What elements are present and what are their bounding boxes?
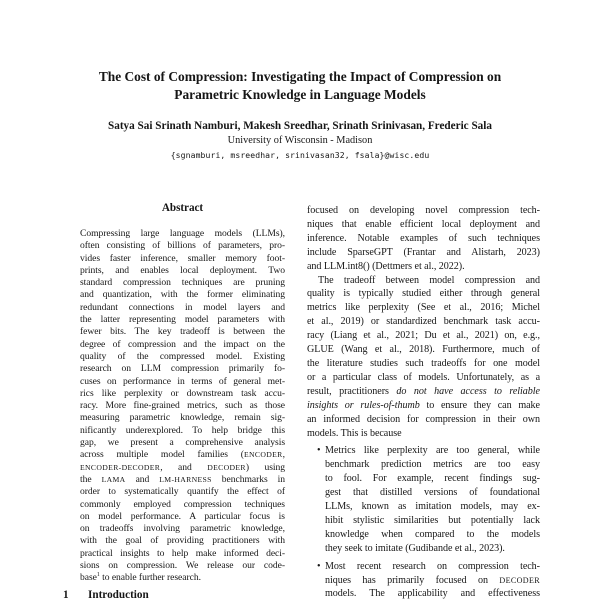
text-run: an informed decision for compression in their own	[307, 413, 540, 425]
text-line	[80, 499, 285, 511]
text-run: commonly employed compression techniques	[80, 498, 285, 510]
text-line	[325, 472, 540, 486]
text-run: base	[80, 572, 97, 584]
text-line	[80, 400, 285, 412]
bullet-item	[307, 560, 540, 600]
text-line	[307, 399, 540, 413]
text-run: and LLM.int8() (Dettmers et al., 2022).	[307, 260, 465, 272]
text-line	[80, 511, 285, 523]
text-line	[80, 326, 285, 338]
text-run: vides faster inference, smaller memory foot-	[80, 252, 285, 264]
smallcaps-term: LM-HARNESS	[159, 474, 212, 484]
paper-authors: Satya Sai Srinath Namburi, Makesh Sreedhar, Srinath Srinivasan, Frederic Sala	[108, 120, 492, 132]
text-run: with the goal of providing practitioners with	[80, 535, 285, 547]
text-line	[80, 425, 285, 437]
text-line	[307, 204, 540, 218]
text-line	[80, 253, 285, 265]
footnote-marker: 1	[96, 572, 100, 579]
text-run: models. The applicability and effectiveness	[325, 588, 540, 600]
paper-header	[0, 68, 600, 161]
text-line	[80, 363, 285, 375]
text-line	[80, 302, 285, 314]
text-line	[80, 277, 285, 289]
text-line	[80, 240, 285, 252]
text-run: and quantization, with the former eliminating	[80, 289, 285, 301]
bullet-icon: •	[317, 445, 321, 457]
paper-title-line-2: Parametric Knowledge in Language Models	[174, 87, 426, 102]
text-line	[80, 339, 285, 351]
text-line	[307, 287, 540, 301]
text-run: fewer bits. The key tradeoff is between the	[80, 326, 285, 338]
smallcaps-term: ENCODER	[243, 450, 283, 460]
text-line	[325, 560, 540, 574]
text-line	[307, 343, 540, 357]
text-run: they seek to imitate (Gudibande et al., 2023).	[325, 542, 505, 554]
text-run: knowledge when compared to the models	[325, 528, 540, 540]
text-line	[307, 371, 540, 385]
paragraph	[307, 204, 540, 274]
text-line	[80, 523, 285, 535]
text-run: benchmarks in	[211, 473, 285, 485]
text-line	[80, 548, 285, 560]
text-line	[80, 535, 285, 547]
text-run: nificantly underexplored. To help bridge this	[80, 424, 285, 436]
text-run: the latter representing model parameters with	[80, 314, 285, 326]
text-line	[80, 376, 285, 388]
text-run: practical insights to help make informed deci-	[80, 547, 285, 559]
text-run: the literature studies such tradeoffs for one model	[307, 357, 540, 369]
text-run: order to systematically quantify the effect of	[80, 486, 285, 498]
text-line	[80, 437, 285, 449]
text-run: hibit stylistic similarities but potentially lack	[325, 514, 540, 526]
text-run: degree of compression and the impact on the	[80, 338, 285, 350]
text-run: et al., 2019) or standardized benchmark task accu-	[307, 316, 540, 328]
abstract-heading: Abstract	[161, 202, 204, 214]
text-run: to fool. For example, recent findings sug-	[325, 473, 540, 485]
text-line	[307, 260, 540, 274]
text-line	[80, 474, 285, 486]
text-run: Compressing large language models (LLMs),	[80, 228, 285, 239]
text-line	[307, 218, 540, 232]
text-line	[80, 314, 285, 326]
text-line	[80, 228, 285, 240]
text-line	[307, 385, 540, 399]
text-line	[307, 413, 540, 427]
paper-affiliation: University of Wisconsin - Madison	[227, 135, 373, 146]
text-line	[325, 528, 540, 542]
text-line	[325, 500, 540, 514]
text-run: benchmark prediction metrics are too easy	[325, 459, 540, 471]
text-line	[80, 486, 285, 498]
section-heading-introduction	[63, 589, 298, 600]
text-run: cuses on performance in terms of general met-	[80, 375, 285, 387]
paragraph	[307, 274, 540, 441]
text-run: often consisting of billions of parameters, pro-	[80, 240, 285, 252]
text-line	[307, 329, 540, 343]
text-run: Most recent research on compression tech-	[325, 560, 540, 572]
text-run: , and	[160, 461, 208, 473]
text-line	[307, 246, 540, 260]
text-line	[307, 315, 540, 329]
smallcaps-term: LAMA	[101, 474, 126, 484]
right-column	[307, 204, 540, 600]
text-run: gest that distilled versions of foundational	[325, 487, 540, 499]
text-run: and	[125, 473, 160, 485]
text-run: metrics like perplexity (See et al., 2016; Michel	[307, 302, 540, 314]
text-line	[80, 351, 285, 363]
text-run: prints, and enables local deployment. Two	[80, 264, 285, 276]
text-line	[80, 572, 285, 584]
text-line	[307, 427, 540, 441]
text-run: niques that enable efficient local deployment and	[307, 218, 540, 230]
text-run: inference. Notable examples of such techniques	[307, 232, 540, 244]
text-run: sions on compression. We release our code-	[80, 560, 285, 572]
text-line	[325, 486, 540, 500]
text-run: result, practitioners	[307, 385, 397, 397]
text-line	[307, 232, 540, 246]
text-run: racy (Liang et al., 2021; Du et al., 2021) on, e.g.,	[307, 330, 540, 342]
italic-phrase: do not have access to reliable	[396, 385, 540, 397]
text-run: The tradeoff between model compression and	[318, 274, 540, 286]
smallcaps-term: DECODER	[499, 575, 540, 585]
text-line	[307, 274, 540, 288]
text-line	[325, 514, 540, 528]
text-run: include SparseGPT (Frantar and Alistarh, 2023)	[307, 246, 540, 258]
abstract-section	[63, 202, 298, 585]
paper-emails: {sgnamburi, msreedhar, srinivasan32, fsala}@wisc.edu	[170, 150, 430, 160]
bullet-item	[307, 444, 540, 555]
text-run: ,	[282, 449, 285, 461]
section-title: Introduction	[88, 588, 149, 600]
smallcaps-term: ENCODER-DECODER	[80, 462, 161, 472]
paper-title-line-1: The Cost of Compression: Investigating the Impact of Compression on	[98, 69, 502, 84]
bullet-icon: •	[317, 560, 321, 572]
text-run: LLMs, known as imitation models, may ex-	[325, 501, 540, 513]
text-run: redundant connections in model layers and	[80, 301, 285, 313]
abstract-body	[80, 228, 285, 585]
text-line	[325, 587, 540, 600]
text-run: across multiple model families (	[80, 449, 244, 461]
text-line	[307, 357, 540, 371]
text-line	[325, 444, 540, 458]
text-run: the	[80, 473, 102, 485]
text-line	[80, 265, 285, 277]
text-run: rics like perplexity or downstream task accu-	[80, 387, 285, 399]
text-run: on model performance. A particular focus is	[80, 510, 285, 522]
text-run: to enable further research.	[99, 572, 201, 584]
section-number: 1	[63, 588, 69, 600]
text-run: research on LLM compression primarily fo-	[80, 363, 285, 375]
smallcaps-term: DECODER	[207, 462, 246, 472]
text-run: standard compression techniques are pruning	[80, 277, 285, 289]
text-run: Metrics like perplexity are too general, while	[325, 445, 540, 457]
text-run: focused on developing novel compression tech-	[307, 205, 540, 216]
text-line	[80, 388, 285, 400]
left-column	[63, 202, 298, 600]
text-run: models. This is because	[307, 427, 402, 439]
text-run: to ensure they can make	[419, 399, 540, 411]
text-run: measuring parametric knowledge, remain sig-	[80, 412, 285, 424]
text-line	[80, 412, 285, 424]
text-line	[307, 301, 540, 315]
paragraph	[80, 228, 285, 585]
text-line	[80, 560, 285, 572]
text-line	[325, 542, 540, 556]
text-line	[80, 449, 285, 461]
text-run: GLUE (Wang et al., 2018). Furthermore, much of	[307, 344, 540, 356]
text-line	[80, 289, 285, 301]
text-run: niques has primarily focused on	[325, 574, 500, 586]
text-run: on tradeoffs involving parametric knowledge,	[80, 523, 285, 535]
text-line	[325, 574, 540, 588]
text-run: quality is typically studied either through general	[307, 288, 540, 300]
italic-phrase: insights or rules-of-thumb	[307, 399, 420, 411]
text-run: ) using	[245, 461, 285, 473]
text-line	[325, 458, 540, 472]
text-run: racy. More fine-grained metrics, such as those	[80, 400, 285, 412]
text-run: quality of the compressed model. Existing	[80, 350, 285, 362]
text-run: or a particular class of models. Unfortunately, as a	[307, 371, 540, 383]
text-line	[80, 462, 285, 474]
text-run: gap, we present a comprehensive analysis	[80, 437, 285, 449]
